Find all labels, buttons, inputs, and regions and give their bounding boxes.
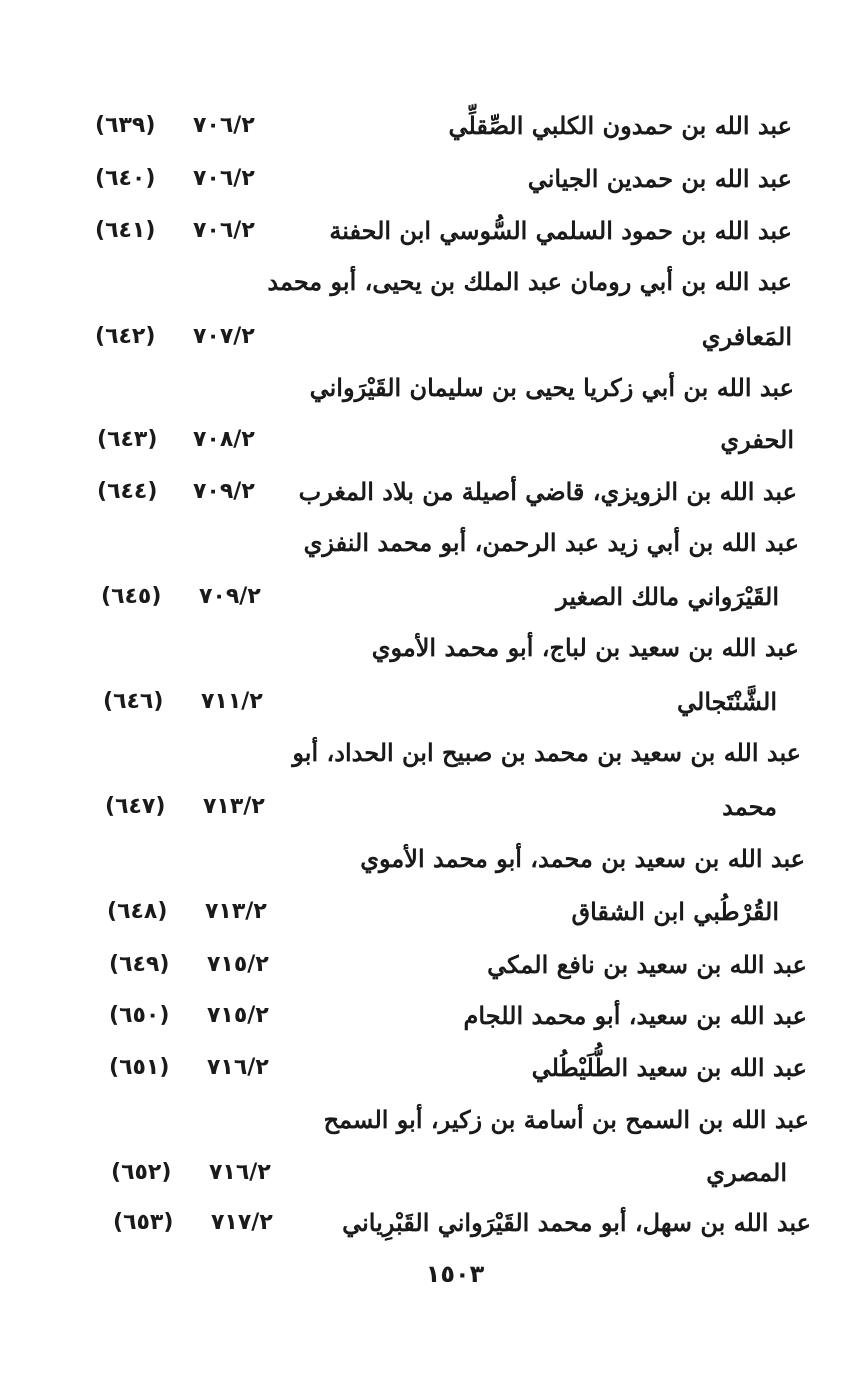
entry-name: عبد الله بن سعيد بن نافع المكي	[487, 950, 807, 979]
entry-name: عبد الله بن سعيد بن لباج، أبو محمد الأموي	[371, 633, 799, 662]
volume-page-ref: ٧١١/٢	[201, 689, 263, 714]
index-entry-line1	[0, 833, 849, 885]
entry-name-continuation: المَعافري	[701, 322, 792, 351]
entry-number: (٦٤١)	[95, 218, 156, 243]
index-entry	[0, 939, 849, 991]
entry-number: (٦٤٦)	[103, 689, 164, 714]
volume-page-ref: ٧١٥/٢	[207, 1003, 269, 1028]
volume-page-ref: ٧٠٨/٢	[193, 427, 255, 452]
index-entry-line1	[0, 727, 849, 779]
index-entry-line2	[0, 311, 849, 363]
index-entry-line2	[0, 571, 849, 623]
entry-name: عبد الله بن أبي زيد عبد الرحمن، أبو محمد النفزي	[303, 528, 799, 557]
index-entry-line2	[0, 414, 849, 466]
entry-name-continuation: محمد	[722, 792, 777, 821]
entry-name: عبد الله بن حمدين الجياني	[527, 164, 792, 193]
entry-name: عبد الله بن سعيد الطُّلَيْطُلي	[531, 1053, 807, 1082]
volume-page-ref: ٧١٥/٢	[207, 952, 269, 977]
entry-number: (٦٥٣)	[113, 1210, 174, 1235]
entry-number: (٦٤٤)	[97, 479, 158, 504]
entry-name: عبد الله بن حمدون الكلبي الصِّقلِّي	[448, 111, 792, 140]
volume-page-ref: ٧٠٩/٢	[199, 584, 261, 609]
volume-page-ref: ٧٠٦/٢	[193, 218, 255, 243]
volume-page-ref: ٧٠٦/٢	[193, 113, 255, 138]
entry-name: عبد الله بن السمح بن أسامة بن زكير، أبو السمح	[323, 1105, 809, 1134]
entry-number: (٦٤٣)	[97, 427, 158, 452]
volume-page-ref: ٧٠٦/٢	[193, 166, 255, 191]
entry-number: (٦٤٠)	[95, 166, 156, 191]
volume-page-ref: ٧١٦/٢	[209, 1160, 271, 1185]
volume-page-ref: ٧٠٧/٢	[193, 324, 255, 349]
page-number: ١٥٠٣	[425, 1260, 485, 1288]
volume-page-ref: ٧١٧/٢	[211, 1210, 273, 1235]
index-entry	[0, 466, 849, 518]
index-entry-line2	[0, 676, 849, 728]
volume-page-ref: ٧١٣/٢	[203, 794, 265, 819]
entry-name: عبد الله بن سعيد بن محمد، أبو محمد الأموي	[360, 844, 805, 873]
entry-name-continuation: المصري	[706, 1158, 787, 1187]
index-entry-line2	[0, 886, 849, 938]
entry-number: (٦٥٠)	[109, 1003, 170, 1028]
index-entry	[0, 1197, 849, 1249]
index-entry-line1	[0, 622, 849, 674]
volume-page-ref: ٧١٦/٢	[207, 1055, 269, 1080]
volume-page-ref: ٧٠٩/٢	[193, 479, 255, 504]
index-entry	[0, 100, 849, 152]
entry-name-continuation: القُرْطُبي ابن الشقاق	[571, 897, 779, 926]
entry-name: عبد الله بن سعيد، أبو محمد اللجام	[463, 1001, 807, 1030]
index-entry	[0, 1042, 849, 1094]
entry-number: (٦٤٢)	[95, 324, 156, 349]
index-entry-line1	[0, 1094, 849, 1146]
entry-name-continuation: الحفري	[720, 425, 794, 454]
index-entry	[0, 153, 849, 205]
entry-number: (٦٤٩)	[109, 952, 170, 977]
index-entry	[0, 205, 849, 257]
entry-number: (٦٤٨)	[107, 899, 168, 924]
index-entry-line2	[0, 1147, 849, 1199]
entry-number: (٦٤٧)	[105, 794, 166, 819]
entry-name: عبد الله بن أبي رومان عبد الملك بن يحيى، أبو محمد	[267, 267, 792, 296]
entry-name: عبد الله بن الزويزي، قاضي أصيلة من بلاد المغرب	[298, 477, 797, 506]
index-entry-line1	[0, 517, 849, 569]
entry-number: (٦٥١)	[109, 1055, 170, 1080]
entry-name: عبد الله بن سعيد بن محمد بن صبيح ابن الحداد، أبو	[292, 738, 801, 767]
entry-name: عبد الله بن أبي زكريا يحيى بن سليمان القَيْرَواني	[309, 373, 794, 402]
index-entry-line1	[0, 256, 849, 308]
volume-page-ref: ٧١٣/٢	[205, 899, 267, 924]
index-entry	[0, 990, 849, 1042]
entry-number: (٦٥٢)	[111, 1160, 172, 1185]
entry-name: عبد الله بن سهل، أبو محمد القَيْرَواني القَبْرِياني	[342, 1208, 811, 1237]
entry-number: (٦٤٥)	[101, 584, 162, 609]
entry-name: عبد الله بن حمود السلمي السُّوسي ابن الحفنة	[329, 216, 792, 245]
entry-name-continuation: الشَّنْتَجالي	[677, 687, 777, 716]
entry-number: (٦٣٩)	[95, 113, 156, 138]
index-entry-line1	[0, 362, 849, 414]
entry-name-continuation: القَيْرَواني مالك الصغير	[556, 582, 779, 611]
index-entry-line2	[0, 781, 849, 833]
